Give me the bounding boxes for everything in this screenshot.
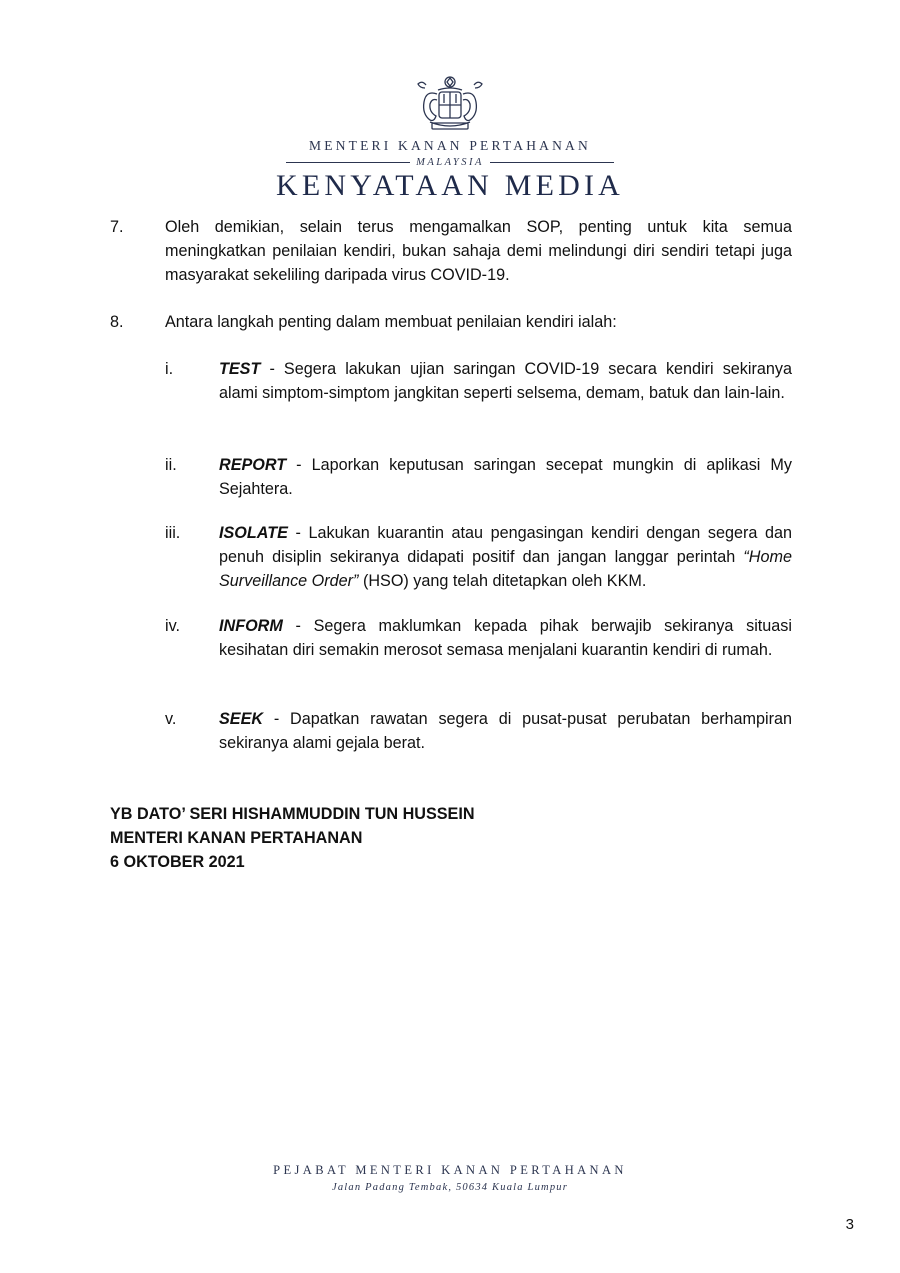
list-description: - Segera lakukan ujian saringan COVID-19 secara kendiri sekiranya alami simptom-simptom jangkitan seperti selsema, demam, batuk dan lain-lain. bbox=[219, 360, 792, 402]
list-item-test bbox=[165, 357, 792, 405]
page-footer bbox=[0, 1163, 900, 1193]
list-description: - Segera maklumkan kepada pihak berwajib sekiranya situasi kesihatan diri semakin merosot semasa menjalani kuarantin kendiri di rumah. bbox=[219, 617, 792, 659]
list-italic-term: “Home Surveillance Order” bbox=[219, 548, 792, 590]
paragraph-7 bbox=[110, 215, 792, 287]
list-keyword: TEST bbox=[219, 360, 261, 378]
office-name: PEJABAT MENTERI KANAN PERTAHANAN bbox=[273, 1163, 627, 1177]
signatory-name: YB DATO’ SERI HISHAMMUDDIN TUN HUSSEIN bbox=[110, 805, 475, 823]
list-numeral: i. bbox=[165, 360, 174, 378]
list-numeral: iv. bbox=[165, 617, 180, 635]
list-keyword: INFORM bbox=[219, 617, 283, 635]
list-numeral: iii. bbox=[165, 524, 181, 542]
paragraph-number: 8. bbox=[110, 313, 124, 331]
paragraph-text: Antara langkah penting dalam membuat penilaian kendiri ialah: bbox=[165, 313, 617, 331]
letterhead bbox=[0, 72, 900, 204]
list-item-text bbox=[219, 614, 792, 662]
list-item-text bbox=[219, 707, 792, 755]
coat-of-arms-icon bbox=[412, 72, 488, 134]
list-item-text bbox=[219, 453, 792, 501]
list-keyword: REPORT bbox=[219, 456, 287, 474]
list-description-end: (HSO) yang telah ditetapkan oleh KKM. bbox=[358, 572, 647, 590]
list-item-inform bbox=[165, 614, 792, 662]
list-keyword: SEEK bbox=[219, 710, 264, 728]
signatory-position: MENTERI KANAN PERTAHANAN bbox=[110, 829, 363, 847]
list-item-seek bbox=[165, 707, 792, 755]
document-title: KENYATAAN MEDIA bbox=[275, 169, 625, 202]
list-item-text bbox=[219, 357, 792, 405]
list-description: - Lakukan kuarantin atau pengasingan kendiri dengan segera dan penuh disiplin sekiranya didapati positif dan jangan langgar perintah bbox=[219, 524, 792, 566]
country-name: MALAYSIA bbox=[416, 157, 484, 168]
ministry-name: MENTERI KANAN PERTAHANAN bbox=[309, 138, 591, 153]
page-number: 3 bbox=[845, 1216, 854, 1233]
paragraph-8 bbox=[110, 310, 792, 334]
divider-right bbox=[490, 162, 614, 163]
divider-left bbox=[286, 162, 410, 163]
paragraph-number: 7. bbox=[110, 218, 124, 236]
list-item-isolate bbox=[165, 521, 792, 593]
list-item-text bbox=[219, 521, 792, 593]
list-keyword: ISOLATE bbox=[219, 524, 288, 542]
list-numeral: ii. bbox=[165, 456, 177, 474]
list-description: - Dapatkan rawatan segera di pusat-pusat perubatan berhampiran sekiranya alami gejala berat. bbox=[219, 710, 792, 752]
list-item-report bbox=[165, 453, 792, 501]
statement-date: 6 OKTOBER 2021 bbox=[110, 853, 245, 871]
signature-block bbox=[110, 802, 475, 874]
office-address: Jalan Padang Tembak, 50634 Kuala Lumpur bbox=[332, 1182, 568, 1193]
list-numeral: v. bbox=[165, 710, 177, 728]
list-description: - Laporkan keputusan saringan secepat mungkin di aplikasi My Sejahtera. bbox=[219, 456, 792, 498]
paragraph-text: Oleh demikian, selain terus mengamalkan SOP, penting untuk kita semua meningkatkan penilaian kendiri, bukan sahaja demi melindungi diri sendiri tetapi juga masyarakat sekeliling daripada virus COVID-19. bbox=[165, 218, 792, 284]
country-row bbox=[0, 157, 900, 168]
